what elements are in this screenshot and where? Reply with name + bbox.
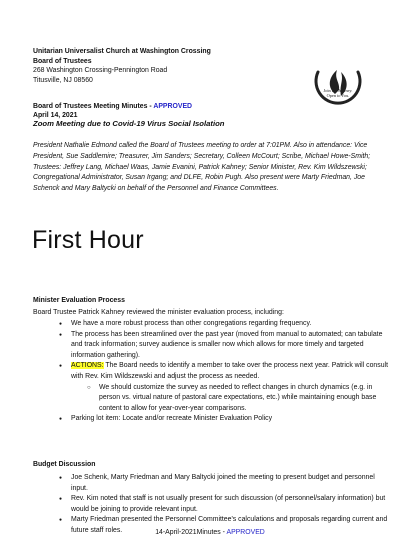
list-item: ● Marty Friedman presented the Personnel Committee's calculations and proposals regarding current and future staff roles. [33,515,393,536]
logo-tagline-2: Open to You. [326,93,350,99]
list-item: ● We have a more robust process than other congregations regarding frequency. [33,319,393,330]
zoom-note: Zoom Meeting due to Covid-19 Virus Social Isolation [33,119,225,128]
address-line-1: 268 Washington Crossing-Pennington Road [33,67,168,75]
minister-eval-list [33,319,393,425]
footer-date: 14-April-2021Minutes - [155,529,227,536]
minutes-title: Board of Trustees Meeting Minutes - [33,103,154,110]
list-item: ● Rev. Kim noted that staff is not usually present for such discussion (of personnel/salary information) but would be joining to provide relevant input. [33,494,393,515]
chalice-logo [306,52,370,116]
footer-approved: APPROVED [226,529,265,536]
board-name: Board of Trustees [33,57,92,65]
logo-tagline-1: Join the Journey. [323,88,353,93]
actions-highlight: ACTIONS: [71,362,104,370]
org-header [33,47,211,85]
logo-tagline [302,88,374,99]
list-item: ● The process has been streamlined over the past year (moved from manual to automated; can tabulate and track information; survey audience is smaller now which allows for more timely and targeted information gathering). [33,330,393,362]
approved-badge: APPROVED [153,103,193,110]
meeting-date: April 14, 2021 [33,111,78,119]
minister-eval-lead: Board Trustee Patrick Kahney reviewed the minister evaluation process, including: [33,309,284,316]
sub-list-item: ○ We should customize the survey as needed to reflect changes in church dynamics (e.g. in person vs. virtual nature of pastoral care expectations, etc.) while maintaining enough base content to allow for year-over-year comparisons. [33,383,393,415]
minutes-heading [33,103,192,120]
address-line-2: Titusville, NJ 08560 [33,76,93,84]
attendance-paragraph: President Nathalie Edmond called the Board of Trustees meeting to order at 7:01PM. Also in attendance: Vice President, Sue Saddlemire; Treasurer, Jim Sanders; Secretary, Colleen McCourt; Scribe, Michael Howe-Smith; Trustees: Jeffrey Lang, Michael Waas, Jamie Evanini, Patrick Kahney; Senior Minister, Rev. Kim Wildszewski; Congregational Administrator, Susan Irgang; and DLFE, Robin Pugh. Also present were Marty Friedman, Joe Schenck and Mary Baltycki on behalf of the Personnel and Finance Committees. [33,142,371,193]
list-item: ● Joe Schenk, Marty Friedman and Mary Baltycki joined the meeting to present budget and personnel input. [33,473,393,494]
list-item: ● Parking lot item: Locate and/or recreate Minister Evaluation Policy [33,414,393,425]
budget-list [33,473,393,537]
budget-title: Budget Discussion [33,461,96,468]
action-item [33,361,393,382]
action-text: The Board needs to identify a member to take over the process next year. Patrick will consult with Rev. Kim Wildszewski and adjust the process as needed. [71,362,388,380]
page-footer [0,529,420,536]
org-name: Unitarian Universalist Church at Washington Crossing [33,48,211,55]
minister-eval-title: Minister Evaluation Process [33,297,125,304]
first-hour-heading: First Hour [32,226,144,254]
